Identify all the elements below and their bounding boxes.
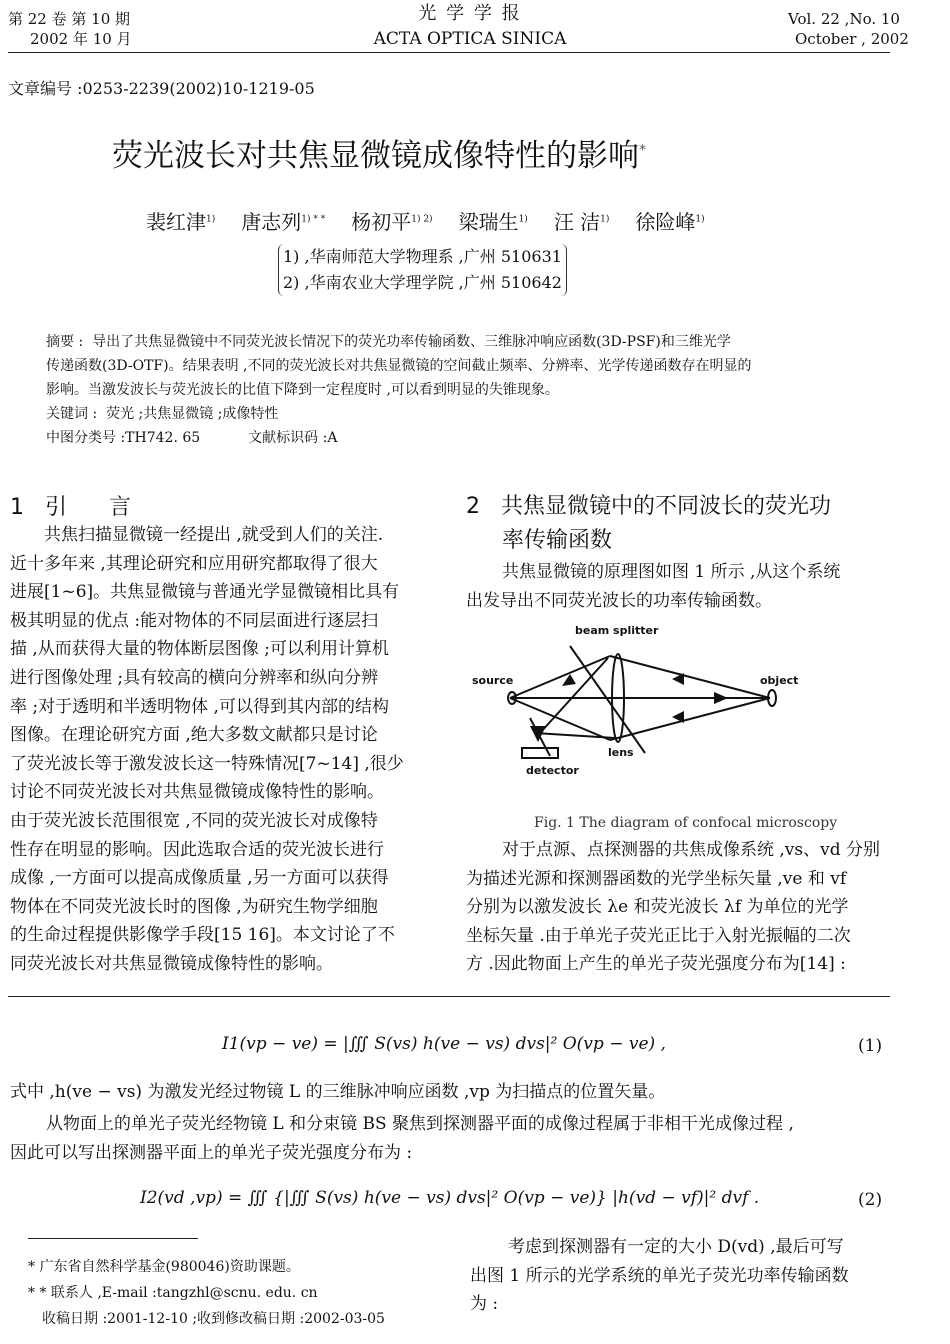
header-rule — [8, 52, 890, 53]
paper-title — [112, 130, 646, 175]
text-line: 极其明显的优点 :能对物体的不同层面进行逐层扫 — [10, 610, 379, 631]
section-2-intro — [466, 558, 888, 615]
text-line: 了荧光波长等于激发波长这一特殊情况[7~14] ,很少 — [10, 753, 404, 774]
text-line: 对于点源、点探测器的共焦成像系统 ,vs、vd 分别 — [502, 840, 881, 860]
label-detector: detector — [526, 764, 579, 777]
section-2-body — [466, 836, 888, 979]
paper-title-text: 荧光波长对共焦显微镜成像特性的影响 — [112, 138, 639, 174]
confocal-diagram-figure — [470, 618, 810, 780]
text-line: 出发导出不同荧光波长的功率传输函数。 — [466, 590, 772, 611]
section-1-body — [10, 521, 430, 979]
label-beam-splitter: beam splitter — [575, 624, 659, 637]
equation-2-number: (2) — [858, 1190, 883, 1210]
clc-number: TH742. 65 — [125, 430, 201, 446]
text-line: 进展[1~6]。共焦显微镜与普通光学显微镜相比具有 — [10, 582, 400, 603]
text-line: 考虑到探测器有一定的大小 D(vd) ,最后可写 — [508, 1237, 844, 1257]
text-line: 因此可以写出探测器平面上的单光子荧光强度分布为 : — [10, 1142, 413, 1163]
clc-label: 中图分类号 : — [46, 430, 126, 446]
text-line: 性存在明显的影响。因此选取合适的荧光波长进行 — [10, 839, 384, 860]
journal-title-en: ACTA OPTICA SINICA — [373, 29, 567, 49]
author: 徐险峰$^{1)}$ — [635, 210, 705, 234]
author: 裴红津$^{1)}$ — [146, 210, 216, 234]
label-source: source — [472, 674, 514, 687]
date-cn: 2002 年 10 月 — [30, 30, 132, 48]
doc-code-label: 文献标识码 : — [248, 430, 328, 446]
text-line: 同荧光波长对共焦显微镜成像特性的影响。 — [10, 953, 333, 974]
equation-1: I1(vp − ve) = |∭ S(vs) h(ve − vs) dvs|² O(vp − ve) , — [222, 1034, 666, 1054]
text-line: 为 : — [470, 1294, 499, 1315]
article-number: 文章编号 :0253-2239(2002)10-1219-05 — [8, 79, 315, 98]
text-line: 从物面上的单光子荧光经物镜 L 和分束镜 BS 聚焦到探测器平面的成像过程属于非相干光成像过程 , — [46, 1114, 794, 1134]
text-line: 为描述光源和探测器函数的光学坐标矢量 ,ve 和 vf — [466, 868, 847, 889]
title-footnote-mark: * — [639, 142, 646, 159]
author: 杨初平$^{1) 2)}$ — [351, 210, 433, 234]
section-2-title: 共焦显微镜中的不同波长的荧光功 — [500, 494, 831, 519]
text-line: 成像 ,一方面可以提高成像质量 ,另一方面可以获得 — [10, 868, 389, 889]
text-line: 进行图像处理 ;具有较高的横向分辨率和纵向分辨 — [10, 667, 379, 688]
text-line: 方 .因此物面上产生的单光子荧光强度分布为[14] : — [466, 954, 846, 975]
author-list — [146, 206, 705, 235]
footnotes — [28, 1254, 385, 1332]
text-line: 物体在不同荧光波长时的图像 ,为研究生物学细胞 — [10, 896, 378, 917]
doc-code: A — [327, 430, 338, 446]
text-line: 共焦显微镜的原理图如图 1 所示 ,从这个系统 — [502, 562, 841, 582]
equation-1-note: 式中 ,h(ve − vs) 为激发光经过物镜 L 的三维脉冲响应函数 ,vp 为扫描点的位置矢量。 — [10, 1082, 666, 1102]
footnote-rule — [28, 1238, 198, 1239]
footnote: 收稿日期 :2001-12-10 ;收到修改稿日期 :2002-03-05 — [42, 1311, 385, 1327]
date-en: October , 2002 — [795, 30, 909, 48]
abstract-line: 影响。当激发波长与荧光波长的比值下降到一定程度时 ,可以看到明显的失锥现象。 — [46, 382, 559, 398]
footnote: * * 联系人 ,E-mail :tangzhl@scnu. edu. cn — [28, 1285, 318, 1301]
text-line: 坐标矢量 .由于单光子荧光正比于入射光振幅的二次 — [466, 925, 851, 946]
equation-2: I2(vd ,vp) = ∭ {|∭ S(vs) h(ve − vs) dvs|² O(vp − ve)} |h(vd − vf)|² dvf . — [140, 1188, 760, 1208]
abstract-line: 导出了共焦显微镜中不同荧光波长情况下的荧光功率传输函数、三维脉冲响应函数(3D-PSF)和三维光学 — [92, 334, 731, 350]
volume-issue-en: Vol. 22 ,No. 10 — [788, 10, 900, 28]
author: 唐志列$^{1) * *}$ — [241, 210, 326, 234]
paragraph-bs — [10, 1110, 890, 1167]
reflected-ray — [535, 733, 615, 738]
affiliations — [278, 244, 567, 296]
author: 汪 洁$^{1)}$ — [553, 210, 610, 234]
affiliation: 2) ,华南农业大学理学院 ,广州 510642 — [283, 273, 562, 292]
text-line: 近十多年来 ,其理论研究和应用研究都取得了很大 — [10, 553, 378, 574]
keywords-label: 关键词 : — [46, 406, 98, 422]
equation-1-number: (1) — [858, 1036, 883, 1056]
arrow-head — [714, 692, 728, 704]
reflected-ray — [540, 658, 608, 733]
section-2-title-cont: 率传输函数 — [502, 528, 613, 553]
text-line: 描 ,从而获得大量的物体断层图像 ;可以利用计算机 — [10, 639, 389, 660]
footnote: * 广东省自然科学基金(980046)资助课题。 — [28, 1259, 300, 1275]
section-2-heading: 2 共焦显微镜中的不同波长的荧光功 率传输函数 — [466, 490, 831, 558]
section-1-title: 引 言 — [44, 495, 131, 520]
text-line: 共焦扫描显微镜一经提出 ,就受到人们的关注. — [44, 525, 384, 545]
ray-line — [610, 698, 770, 740]
journal-title-cn: 光 学 学 报 — [418, 3, 522, 24]
section-1-heading: 1 引 言 — [10, 495, 131, 520]
abstract — [46, 330, 866, 450]
keywords: 荧光 ;共焦显微镜 ;成像特性 — [106, 406, 279, 422]
affiliation: 1) ,华南师范大学物理系 ,广州 510631 — [283, 247, 562, 266]
ray-line — [510, 656, 610, 698]
text-line: 分别为以激发波长 λe 和荧光波长 λf 为单位的光学 — [466, 897, 849, 918]
text-line: 讨论不同荧光波长对共焦显微镜成像特性的影响。 — [10, 782, 384, 803]
paragraph-last — [470, 1233, 890, 1319]
text-line: 的生命过程提供影像学手段[15 16]。本文讨论了不 — [10, 925, 395, 946]
text-line: 由于荧光波长范围很宽 ,不同的荧光波长对成像特 — [10, 810, 378, 831]
label-object: object — [760, 674, 799, 687]
text-line: 率 ;对于透明和半透明物体 ,可以得到其内部的结构 — [10, 696, 389, 717]
author: 梁瑞生$^{1)}$ — [458, 210, 528, 234]
abstract-label: 摘要 : — [46, 334, 84, 350]
detector-shape — [522, 748, 558, 758]
label-lens: lens — [608, 746, 634, 759]
volume-issue-cn: 第 22 卷 第 10 期 — [8, 10, 131, 28]
text-line: 出图 1 所示的光学系统的单光子荧光功率传输函数 — [470, 1265, 849, 1286]
abstract-line: 传递函数(3D-OTF)。结果表明 ,不同的荧光波长对共焦显微镜的空间截止频率、分辨率、光学传递函数存在明显的 — [46, 358, 752, 374]
figure-caption: Fig. 1 The diagram of confocal microscopy — [534, 815, 838, 831]
full-width-rule — [8, 996, 890, 997]
ray-line — [610, 656, 770, 698]
text-line: 图像。在理论研究方面 ,绝大多数文献都只是讨论 — [10, 725, 378, 746]
